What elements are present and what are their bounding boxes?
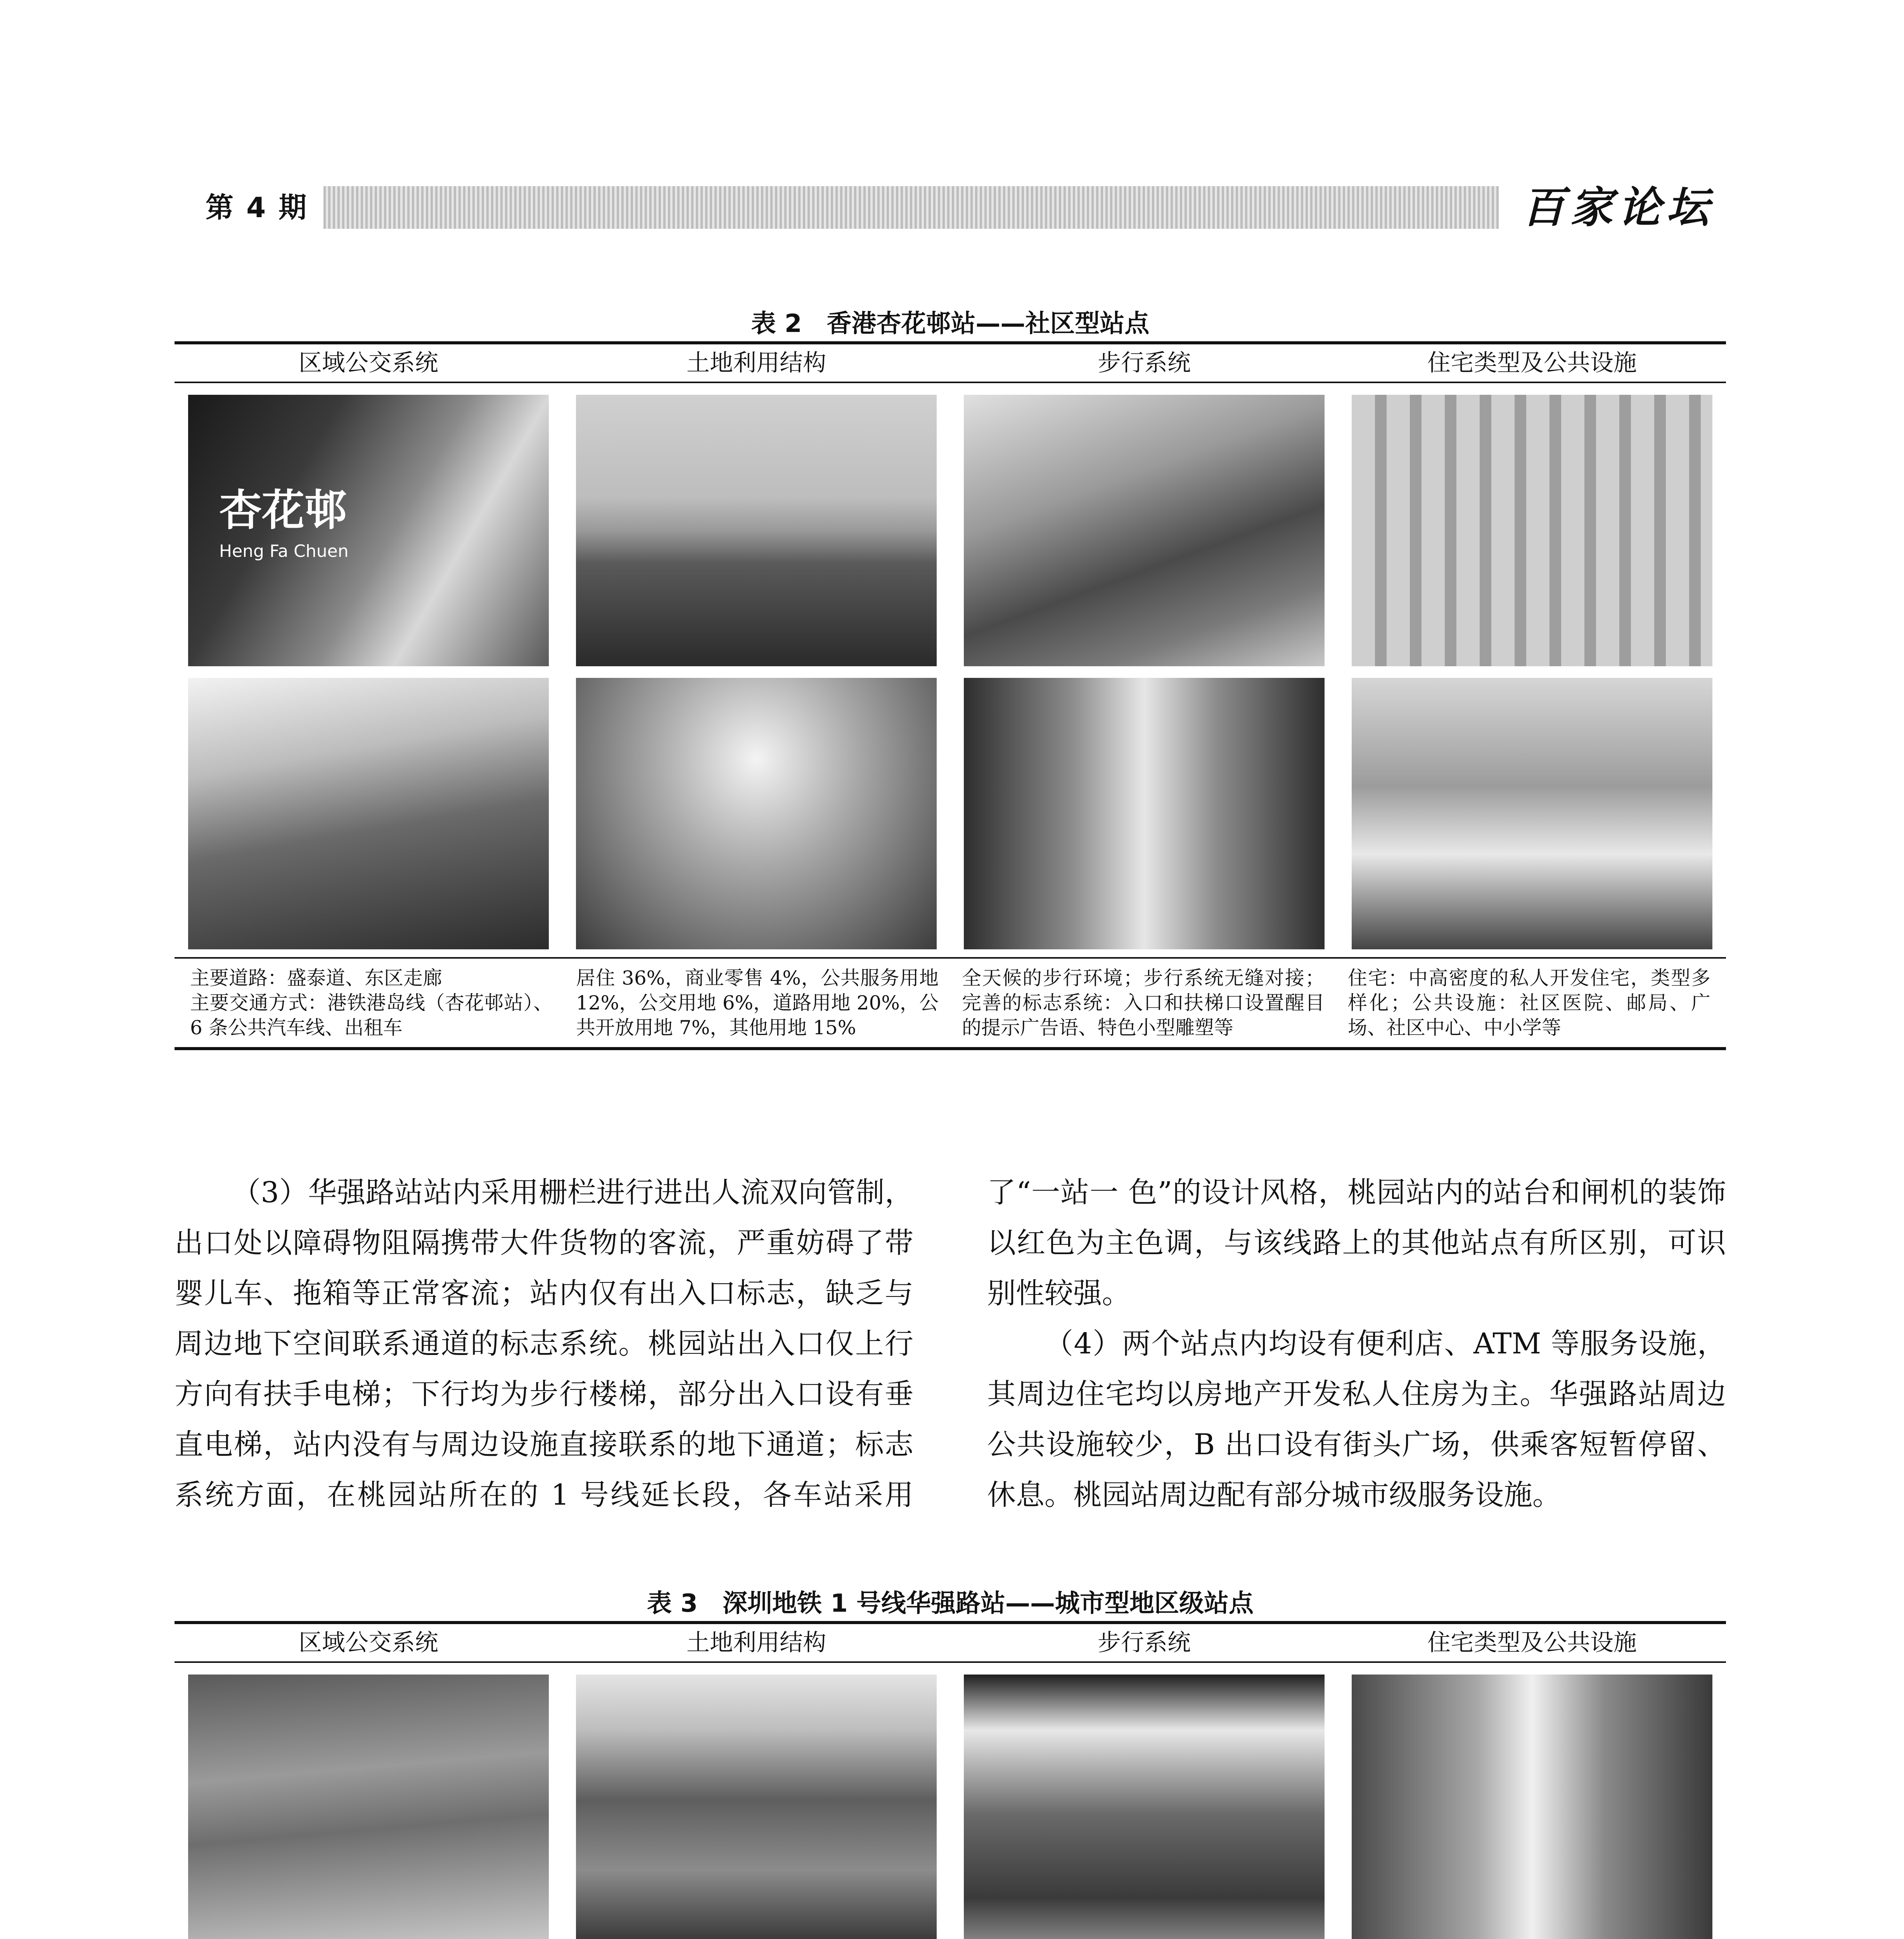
photo-site-plan — [1352, 395, 1712, 666]
description-cell: 居住 36%，商业零售 4%，公共服务用地 12%，公交用地 6%，道路用地 20%，公共开放用地 7%，其他用地 15% — [576, 967, 939, 1039]
running-header — [175, 182, 1726, 232]
photo-street-crossing — [188, 1675, 549, 1939]
column-header: 土地利用结构 — [687, 349, 826, 377]
description-cell: 住宅：中高密度的私人开发住宅，类型多样化；公共设施：社区医院、邮局、广场、社区中心、中小学等 — [1348, 967, 1710, 1039]
description-cell: 全天候的步行环境；步行系统无缝对接；完善的标志系统：入口和扶梯口设置醒目的提示广告语、特色小型雕塑等 — [962, 967, 1325, 1039]
description-cell: 主要道路：盛泰道、东区走廊 主要交通方式：港铁港岛线（杏花邨站）、6 条公共汽车线、出租车 — [190, 967, 553, 1039]
table-header-row — [175, 1624, 1726, 1663]
column-header: 区域公交系统 — [299, 1629, 438, 1656]
paragraph: （4）两个站点内均设有便利店、ATM 等服务设施，其周边住宅均以房地产开发私人住房为主。华强路站周边公共设施较少，B 出口设有街头广场，供乘客短暂停留、休息。桃园站周边配有部分城市级服务设施。 — [987, 1327, 1726, 1512]
column-header: 土地利用结构 — [687, 1629, 826, 1656]
column-header: 住宅类型及公共设施 — [1427, 1629, 1637, 1656]
photo-commercial-buildings — [576, 1675, 937, 1939]
description-row — [175, 959, 1726, 1047]
paragraph: （3）华强路站站内采用栅栏进行进出人流双向管制，出口处以障碍物阻隔携带大件货物的客流，严重妨碍了带婴儿车、拖箱等正常客流；站内仅有出入口标志，缺乏与周边地下空间联系通道的标志系统。桃园站出入口仅上行方向有扶手电梯；下行均为步行楼梯，部分出入口设有垂直电梯，站内没有与周边设施直接联系的地下通道；标志系统方面，在桃园站所在的 1 号线延长段，各车站采用了“一站一 色”的设计风格，桃园站内的站台和闸机的装饰以红色为主色调，与该线路上的其他站点有所区别，可识别性较强。 — [175, 1176, 1726, 1512]
column-header: 步行系统 — [1098, 349, 1191, 377]
photo-walkway — [964, 678, 1325, 949]
column-header: 住宅类型及公共设施 — [1427, 349, 1637, 377]
photo-residential-towers — [1352, 678, 1712, 949]
table-2 — [175, 306, 1726, 1050]
table-frame — [175, 341, 1726, 1050]
column-header: 步行系统 — [1098, 1629, 1191, 1656]
photo-aerial-view — [576, 395, 937, 666]
photo-bus-terminal — [188, 678, 549, 949]
table-3 — [175, 1586, 1726, 1939]
issue-label: 第 4 期 — [175, 186, 323, 229]
table-caption: 表 2 香港杏花邨站——社区型站点 — [751, 309, 1150, 338]
table-caption: 表 3 深圳地铁 1 号线华强路站——城市型地区级站点 — [647, 1589, 1254, 1618]
body-text — [175, 1167, 1726, 1571]
photo-mall-interior — [576, 678, 937, 949]
photo-grid — [175, 1663, 1726, 1939]
photo-highrise-street — [1352, 1675, 1712, 1939]
photo-station-concourse — [964, 1675, 1325, 1939]
photo-grid — [175, 383, 1726, 959]
station-sign: 杏花邨 Heng Fa Chuen — [219, 486, 349, 561]
photo-station-platform — [188, 395, 549, 666]
column-title: 百家论坛 — [1499, 186, 1726, 229]
column-header: 区域公交系统 — [299, 349, 438, 377]
table-frame — [175, 1621, 1726, 1939]
photo-street-taxi — [964, 395, 1325, 666]
table-header-row — [175, 344, 1726, 383]
